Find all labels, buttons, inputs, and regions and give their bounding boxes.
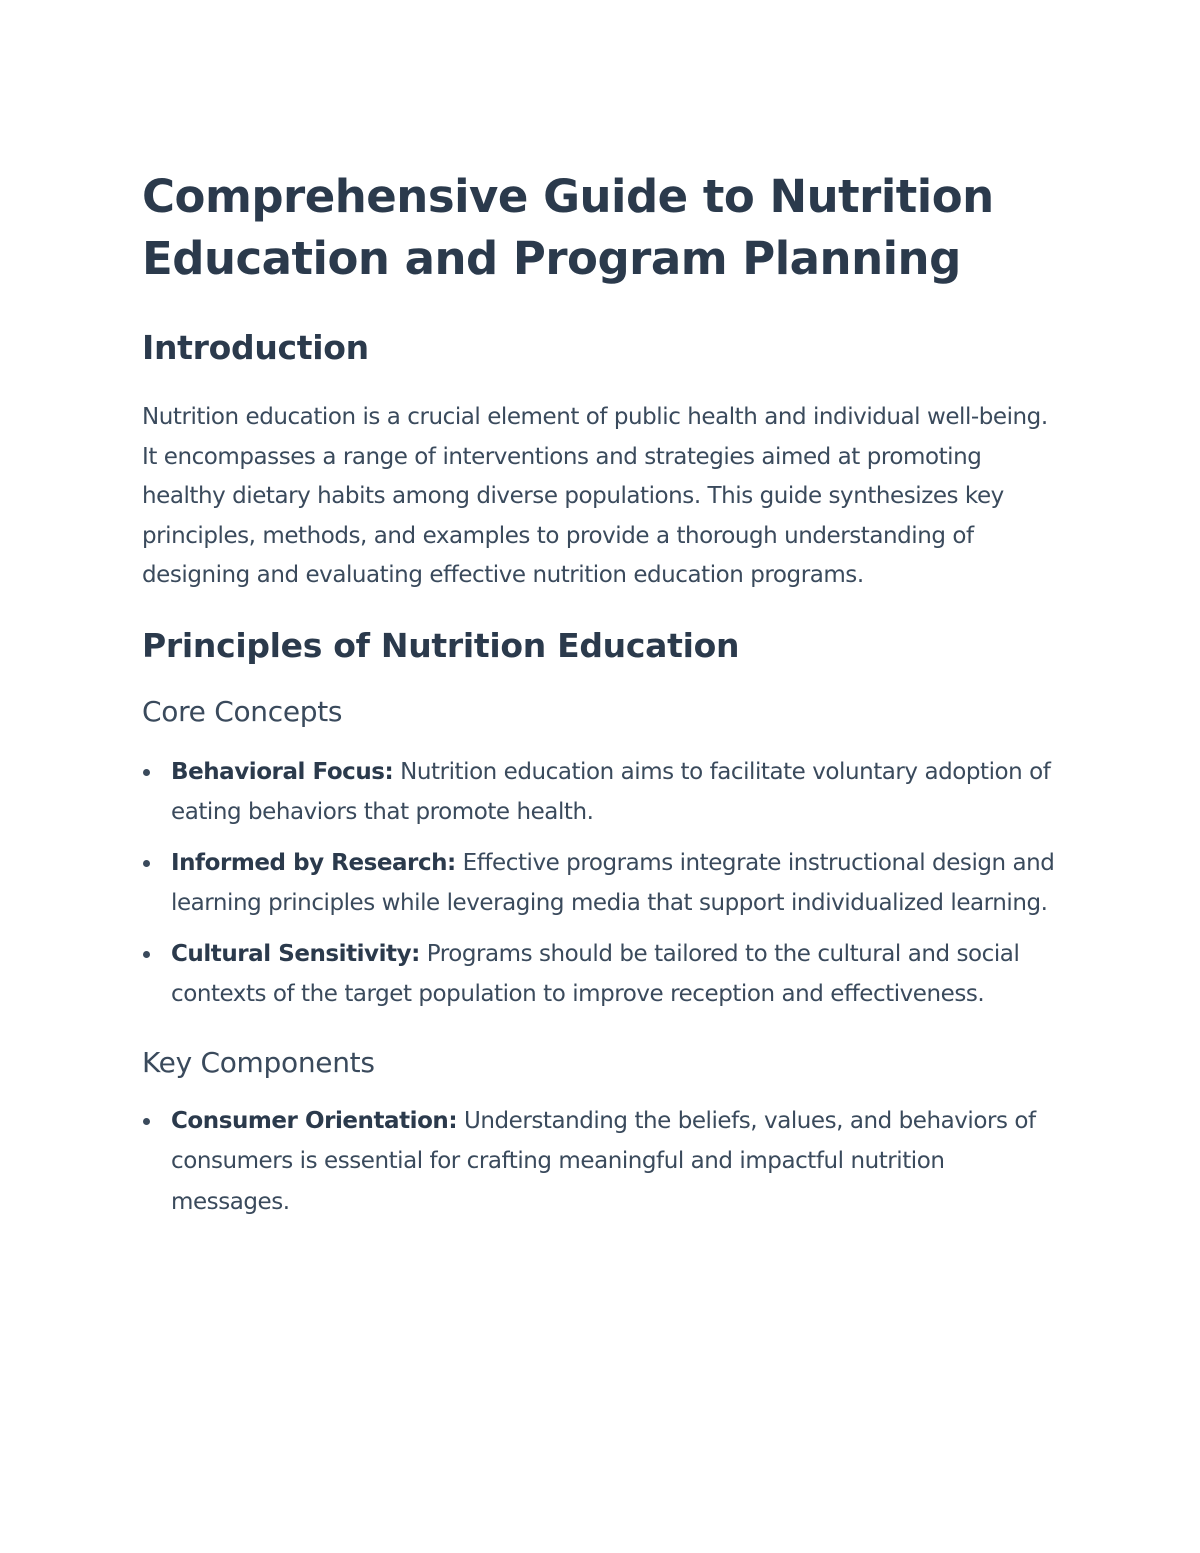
list-item-text: Nutrition education aims to facilitate voluntary adoption of eating behaviors that promote health.: [171, 758, 1051, 826]
list-item-term: Consumer Orientation:: [171, 1107, 458, 1134]
list-item: [142, 934, 1062, 1015]
list-item-term: Informed by Research:: [171, 849, 456, 876]
subsection-heading-key-components: Key Components: [142, 1045, 375, 1079]
subsection-heading-core-concepts: Core Concepts: [142, 694, 343, 728]
key-components-list: [142, 1101, 1062, 1223]
list-item: [142, 1101, 1062, 1223]
list-item-text: Understanding the beliefs, values, and behaviors of consumers is essential for crafting meaningful and impactful nutrition messages.: [171, 1107, 1036, 1215]
list-item-text: Programs should be tailored to the cultural and social contexts of the target population to improve reception and effectiveness.: [171, 940, 1020, 1008]
page-title: Comprehensive Guide to Nutrition Education and Program Planning: [142, 170, 994, 285]
document-page: [142, 166, 1062, 1222]
list-item-text: Effective programs integrate instructional design and learning principles while leveraging media that support individualized learning.: [171, 849, 1055, 917]
bullet-icon: [143, 1118, 150, 1125]
bullet-icon: [143, 860, 150, 867]
section-heading-principles: Principles of Nutrition Education: [142, 625, 740, 665]
list-item-term: Cultural Sensitivity:: [171, 940, 420, 967]
bullet-icon: [143, 951, 150, 958]
core-concepts-list: [142, 752, 1062, 1015]
bullet-icon: [143, 769, 150, 776]
list-item-term: Behavioral Focus:: [171, 758, 394, 785]
introduction-paragraph: Nutrition education is a crucial element of public health and individual well-being. It encompasses a range of interventions and strategies aimed at promoting healthy dietary habits among diverse populations. This guide synthesizes key principles, methods, and examples to provide a thorough understanding of designing and evaluating effective nutrition education programs.: [142, 404, 1048, 589]
section-heading-introduction: Introduction: [142, 328, 369, 367]
list-item: [142, 752, 1062, 833]
list-item: [142, 843, 1062, 924]
